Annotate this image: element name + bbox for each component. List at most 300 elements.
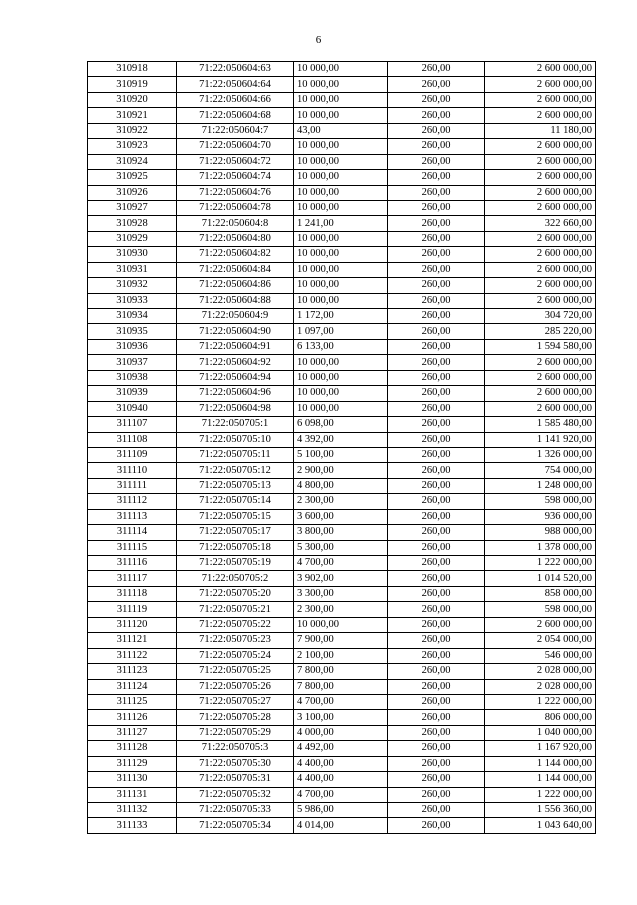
cell-cadastral-number: 71:22:050705:27 xyxy=(177,694,294,709)
cell-number: 310923 xyxy=(88,139,177,154)
cell-rate: 260,00 xyxy=(388,200,485,215)
cell-cadastral-number: 71:22:050604:86 xyxy=(177,278,294,293)
cell-cadastral-number: 71:22:050604:84 xyxy=(177,262,294,277)
cell-cadastral-value: 1 326 000,00 xyxy=(485,447,596,462)
cell-cadastral-value: 1 144 000,00 xyxy=(485,772,596,787)
cell-number: 311111 xyxy=(88,478,177,493)
cell-number: 310933 xyxy=(88,293,177,308)
cell-cadastral-number: 71:22:050604:94 xyxy=(177,370,294,385)
cell-cadastral-value: 988 000,00 xyxy=(485,525,596,540)
cell-rate: 260,00 xyxy=(388,62,485,77)
cell-rate: 260,00 xyxy=(388,633,485,648)
cell-number: 310936 xyxy=(88,339,177,354)
cell-area: 4 000,00 xyxy=(294,725,388,740)
cell-area: 6 098,00 xyxy=(294,417,388,432)
table-row xyxy=(88,370,596,385)
table-row xyxy=(88,185,596,200)
cell-area: 5 986,00 xyxy=(294,803,388,818)
cell-area: 10 000,00 xyxy=(294,200,388,215)
cell-cadastral-number: 71:22:050705:30 xyxy=(177,756,294,771)
cell-cadastral-number: 71:22:050604:74 xyxy=(177,170,294,185)
cell-rate: 260,00 xyxy=(388,694,485,709)
cell-cadastral-number: 71:22:050604:92 xyxy=(177,355,294,370)
cell-number: 310932 xyxy=(88,278,177,293)
cell-area: 4 400,00 xyxy=(294,772,388,787)
cell-area: 2 300,00 xyxy=(294,494,388,509)
cell-cadastral-value: 1 167 920,00 xyxy=(485,741,596,756)
cell-cadastral-number: 71:22:050604:66 xyxy=(177,92,294,107)
cell-number: 310930 xyxy=(88,247,177,262)
cell-cadastral-value: 598 000,00 xyxy=(485,602,596,617)
cell-rate: 260,00 xyxy=(388,602,485,617)
cell-rate: 260,00 xyxy=(388,123,485,138)
cell-cadastral-number: 71:22:050604:82 xyxy=(177,247,294,262)
cell-cadastral-value: 1 222 000,00 xyxy=(485,787,596,802)
cell-cadastral-number: 71:22:050705:29 xyxy=(177,725,294,740)
cell-cadastral-number: 71:22:050604:63 xyxy=(177,62,294,77)
cell-number: 311123 xyxy=(88,664,177,679)
cell-rate: 260,00 xyxy=(388,293,485,308)
cell-rate: 260,00 xyxy=(388,447,485,462)
table-row xyxy=(88,293,596,308)
cell-number: 311117 xyxy=(88,571,177,586)
table-row xyxy=(88,571,596,586)
cell-number: 310939 xyxy=(88,386,177,401)
table-row xyxy=(88,741,596,756)
cell-cadastral-number: 71:22:050705:34 xyxy=(177,818,294,833)
cell-cadastral-number: 71:22:050705:10 xyxy=(177,432,294,447)
cell-cadastral-value: 1 043 640,00 xyxy=(485,818,596,833)
table-row xyxy=(88,725,596,740)
cell-rate: 260,00 xyxy=(388,664,485,679)
table-row xyxy=(88,386,596,401)
cell-cadastral-value: 2 028 000,00 xyxy=(485,664,596,679)
cell-cadastral-value: 2 600 000,00 xyxy=(485,617,596,632)
cell-cadastral-value: 2 600 000,00 xyxy=(485,247,596,262)
table-row xyxy=(88,309,596,324)
cell-number: 310924 xyxy=(88,154,177,169)
cell-area: 7 800,00 xyxy=(294,679,388,694)
cell-area: 2 900,00 xyxy=(294,463,388,478)
cell-number: 311118 xyxy=(88,586,177,601)
cell-number: 311122 xyxy=(88,648,177,663)
table-row xyxy=(88,787,596,802)
cell-number: 311116 xyxy=(88,556,177,571)
cell-area: 10 000,00 xyxy=(294,370,388,385)
cell-rate: 260,00 xyxy=(388,231,485,246)
cell-cadastral-number: 71:22:050604:68 xyxy=(177,108,294,123)
table-row xyxy=(88,339,596,354)
cell-area: 4 700,00 xyxy=(294,787,388,802)
table-row xyxy=(88,694,596,709)
cell-cadastral-number: 71:22:050705:33 xyxy=(177,803,294,818)
cell-cadastral-number: 71:22:050604:91 xyxy=(177,339,294,354)
cell-number: 311108 xyxy=(88,432,177,447)
cell-number: 311107 xyxy=(88,417,177,432)
cell-rate: 260,00 xyxy=(388,494,485,509)
cell-cadastral-value: 2 028 000,00 xyxy=(485,679,596,694)
cell-cadastral-value: 2 600 000,00 xyxy=(485,77,596,92)
cell-rate: 260,00 xyxy=(388,787,485,802)
cell-area: 10 000,00 xyxy=(294,185,388,200)
cell-rate: 260,00 xyxy=(388,818,485,833)
cell-area: 4 700,00 xyxy=(294,556,388,571)
cell-number: 311126 xyxy=(88,710,177,725)
cell-rate: 260,00 xyxy=(388,170,485,185)
cell-area: 10 000,00 xyxy=(294,77,388,92)
cell-cadastral-value: 2 600 000,00 xyxy=(485,262,596,277)
table-row xyxy=(88,540,596,555)
cell-cadastral-value: 2 600 000,00 xyxy=(485,170,596,185)
table-row xyxy=(88,262,596,277)
cell-cadastral-value: 2 600 000,00 xyxy=(485,355,596,370)
cell-cadastral-number: 71:22:050604:72 xyxy=(177,154,294,169)
cell-rate: 260,00 xyxy=(388,756,485,771)
table-row xyxy=(88,231,596,246)
cell-cadastral-number: 71:22:050705:20 xyxy=(177,586,294,601)
cell-cadastral-number: 71:22:050705:31 xyxy=(177,772,294,787)
cell-cadastral-number: 71:22:050604:8 xyxy=(177,216,294,231)
table-body xyxy=(88,62,596,834)
table-row xyxy=(88,478,596,493)
cell-cadastral-value: 2 600 000,00 xyxy=(485,293,596,308)
cell-cadastral-number: 71:22:050604:9 xyxy=(177,309,294,324)
cell-area: 7 800,00 xyxy=(294,664,388,679)
cell-number: 311132 xyxy=(88,803,177,818)
cell-rate: 260,00 xyxy=(388,386,485,401)
cell-rate: 260,00 xyxy=(388,401,485,416)
cell-area: 10 000,00 xyxy=(294,231,388,246)
cell-cadastral-number: 71:22:050705:28 xyxy=(177,710,294,725)
cell-rate: 260,00 xyxy=(388,540,485,555)
table-row xyxy=(88,247,596,262)
cell-cadastral-number: 71:22:050705:26 xyxy=(177,679,294,694)
cell-cadastral-number: 71:22:050705:3 xyxy=(177,741,294,756)
table-row xyxy=(88,170,596,185)
cell-cadastral-value: 1 585 480,00 xyxy=(485,417,596,432)
cell-cadastral-number: 71:22:050705:21 xyxy=(177,602,294,617)
cell-cadastral-value: 1 594 580,00 xyxy=(485,339,596,354)
cell-area: 1 172,00 xyxy=(294,309,388,324)
cell-cadastral-value: 2 600 000,00 xyxy=(485,370,596,385)
cell-number: 310926 xyxy=(88,185,177,200)
table-row xyxy=(88,756,596,771)
cell-number: 310935 xyxy=(88,324,177,339)
cell-rate: 260,00 xyxy=(388,262,485,277)
cell-cadastral-value: 2 600 000,00 xyxy=(485,139,596,154)
cell-rate: 260,00 xyxy=(388,617,485,632)
table-row xyxy=(88,200,596,215)
cell-area: 4 400,00 xyxy=(294,756,388,771)
cell-area: 5 300,00 xyxy=(294,540,388,555)
cell-rate: 260,00 xyxy=(388,571,485,586)
table-row xyxy=(88,447,596,462)
cell-cadastral-value: 936 000,00 xyxy=(485,509,596,524)
cell-cadastral-number: 71:22:050604:96 xyxy=(177,386,294,401)
cell-cadastral-value: 1 222 000,00 xyxy=(485,694,596,709)
cell-rate: 260,00 xyxy=(388,309,485,324)
cell-cadastral-value: 2 600 000,00 xyxy=(485,231,596,246)
cell-area: 4 492,00 xyxy=(294,741,388,756)
cell-rate: 260,00 xyxy=(388,586,485,601)
table-row xyxy=(88,92,596,107)
table-row xyxy=(88,509,596,524)
table-row xyxy=(88,602,596,617)
cell-cadastral-number: 71:22:050705:15 xyxy=(177,509,294,524)
cell-cadastral-value: 1 040 000,00 xyxy=(485,725,596,740)
table-row xyxy=(88,278,596,293)
table-row xyxy=(88,710,596,725)
cell-number: 310931 xyxy=(88,262,177,277)
cell-cadastral-value: 806 000,00 xyxy=(485,710,596,725)
cell-area: 43,00 xyxy=(294,123,388,138)
cell-rate: 260,00 xyxy=(388,247,485,262)
table-row xyxy=(88,648,596,663)
table-row xyxy=(88,108,596,123)
cell-rate: 260,00 xyxy=(388,509,485,524)
cell-cadastral-value: 858 000,00 xyxy=(485,586,596,601)
cell-rate: 260,00 xyxy=(388,324,485,339)
cell-area: 10 000,00 xyxy=(294,154,388,169)
cell-number: 311119 xyxy=(88,602,177,617)
cell-area: 7 900,00 xyxy=(294,633,388,648)
cell-number: 311121 xyxy=(88,633,177,648)
cell-number: 310929 xyxy=(88,231,177,246)
cell-cadastral-value: 1 222 000,00 xyxy=(485,556,596,571)
cell-number: 310919 xyxy=(88,77,177,92)
cell-rate: 260,00 xyxy=(388,154,485,169)
cell-number: 310922 xyxy=(88,123,177,138)
cell-cadastral-number: 71:22:050604:88 xyxy=(177,293,294,308)
cell-cadastral-value: 2 600 000,00 xyxy=(485,108,596,123)
cell-cadastral-value: 1 556 360,00 xyxy=(485,803,596,818)
cell-area: 4 800,00 xyxy=(294,478,388,493)
cell-number: 311127 xyxy=(88,725,177,740)
cell-cadastral-value: 1 141 920,00 xyxy=(485,432,596,447)
cell-rate: 260,00 xyxy=(388,525,485,540)
cell-cadastral-value: 304 720,00 xyxy=(485,309,596,324)
table-row xyxy=(88,463,596,478)
table-row xyxy=(88,679,596,694)
cell-area: 10 000,00 xyxy=(294,92,388,107)
cell-cadastral-value: 1 144 000,00 xyxy=(485,756,596,771)
cell-cadastral-number: 71:22:050705:24 xyxy=(177,648,294,663)
table-row xyxy=(88,139,596,154)
cell-rate: 260,00 xyxy=(388,648,485,663)
table-row xyxy=(88,633,596,648)
cell-area: 3 800,00 xyxy=(294,525,388,540)
cell-rate: 260,00 xyxy=(388,772,485,787)
cell-area: 10 000,00 xyxy=(294,108,388,123)
cell-cadastral-number: 71:22:050604:7 xyxy=(177,123,294,138)
cell-rate: 260,00 xyxy=(388,463,485,478)
page-number: 6 xyxy=(315,34,322,46)
table-row xyxy=(88,772,596,787)
cell-number: 311130 xyxy=(88,772,177,787)
cell-number: 310928 xyxy=(88,216,177,231)
cell-cadastral-value: 1 248 000,00 xyxy=(485,478,596,493)
cell-area: 1 241,00 xyxy=(294,216,388,231)
cell-cadastral-value: 11 180,00 xyxy=(485,123,596,138)
cell-rate: 260,00 xyxy=(388,92,485,107)
cell-number: 310938 xyxy=(88,370,177,385)
cell-cadastral-value: 2 600 000,00 xyxy=(485,200,596,215)
table-row xyxy=(88,432,596,447)
cell-number: 310925 xyxy=(88,170,177,185)
cell-area: 3 300,00 xyxy=(294,586,388,601)
cell-cadastral-number: 71:22:050705:12 xyxy=(177,463,294,478)
cell-cadastral-number: 71:22:050604:70 xyxy=(177,139,294,154)
table-row xyxy=(88,355,596,370)
cell-number: 311125 xyxy=(88,694,177,709)
cell-rate: 260,00 xyxy=(388,370,485,385)
cell-number: 311114 xyxy=(88,525,177,540)
cell-rate: 260,00 xyxy=(388,108,485,123)
cell-cadastral-number: 71:22:050705:17 xyxy=(177,525,294,540)
table-row xyxy=(88,494,596,509)
cell-rate: 260,00 xyxy=(388,278,485,293)
cell-area: 10 000,00 xyxy=(294,170,388,185)
table-row xyxy=(88,77,596,92)
cell-cadastral-number: 71:22:050705:13 xyxy=(177,478,294,493)
cell-rate: 260,00 xyxy=(388,710,485,725)
cell-cadastral-value: 2 600 000,00 xyxy=(485,401,596,416)
cell-number: 310927 xyxy=(88,200,177,215)
cell-area: 3 600,00 xyxy=(294,509,388,524)
cell-number: 311124 xyxy=(88,679,177,694)
table-row xyxy=(88,617,596,632)
table-row xyxy=(88,154,596,169)
cell-cadastral-value: 2 600 000,00 xyxy=(485,154,596,169)
cell-cadastral-value: 754 000,00 xyxy=(485,463,596,478)
cell-rate: 260,00 xyxy=(388,339,485,354)
cell-number: 311112 xyxy=(88,494,177,509)
table-row xyxy=(88,401,596,416)
cell-cadastral-value: 2 600 000,00 xyxy=(485,185,596,200)
cell-cadastral-number: 71:22:050705:2 xyxy=(177,571,294,586)
cell-area: 6 133,00 xyxy=(294,339,388,354)
cell-cadastral-number: 71:22:050705:18 xyxy=(177,540,294,555)
table-row xyxy=(88,586,596,601)
cell-number: 311120 xyxy=(88,617,177,632)
cell-cadastral-value: 285 220,00 xyxy=(485,324,596,339)
cell-area: 2 100,00 xyxy=(294,648,388,663)
table-row xyxy=(88,62,596,77)
cell-rate: 260,00 xyxy=(388,216,485,231)
cell-number: 310937 xyxy=(88,355,177,370)
cell-number: 311131 xyxy=(88,787,177,802)
cell-cadastral-number: 71:22:050604:76 xyxy=(177,185,294,200)
cell-number: 310940 xyxy=(88,401,177,416)
cell-area: 4 014,00 xyxy=(294,818,388,833)
cell-number: 311133 xyxy=(88,818,177,833)
land-plots-table xyxy=(87,61,596,834)
cell-rate: 260,00 xyxy=(388,139,485,154)
cell-area: 10 000,00 xyxy=(294,62,388,77)
cell-area: 3 902,00 xyxy=(294,571,388,586)
cell-area: 10 000,00 xyxy=(294,247,388,262)
cell-rate: 260,00 xyxy=(388,803,485,818)
cell-number: 310921 xyxy=(88,108,177,123)
cell-rate: 260,00 xyxy=(388,185,485,200)
cell-cadastral-value: 2 600 000,00 xyxy=(485,386,596,401)
cell-cadastral-value: 2 600 000,00 xyxy=(485,278,596,293)
cell-cadastral-number: 71:22:050604:64 xyxy=(177,77,294,92)
cell-rate: 260,00 xyxy=(388,77,485,92)
cell-rate: 260,00 xyxy=(388,417,485,432)
table-row xyxy=(88,664,596,679)
cell-number: 311128 xyxy=(88,741,177,756)
table-row xyxy=(88,123,596,138)
cell-number: 310920 xyxy=(88,92,177,107)
cell-cadastral-value: 1 014 520,00 xyxy=(485,571,596,586)
cell-cadastral-number: 71:22:050604:78 xyxy=(177,200,294,215)
cell-cadastral-value: 2 600 000,00 xyxy=(485,92,596,107)
cell-area: 10 000,00 xyxy=(294,278,388,293)
cell-cadastral-number: 71:22:050705:19 xyxy=(177,556,294,571)
cell-area: 5 100,00 xyxy=(294,447,388,462)
table-row xyxy=(88,216,596,231)
cell-cadastral-number: 71:22:050705:22 xyxy=(177,617,294,632)
cell-cadastral-number: 71:22:050705:32 xyxy=(177,787,294,802)
cell-cadastral-number: 71:22:050604:80 xyxy=(177,231,294,246)
cell-area: 4 392,00 xyxy=(294,432,388,447)
cell-rate: 260,00 xyxy=(388,478,485,493)
cell-area: 2 300,00 xyxy=(294,602,388,617)
table-row xyxy=(88,417,596,432)
cell-rate: 260,00 xyxy=(388,679,485,694)
cell-area: 10 000,00 xyxy=(294,139,388,154)
cell-rate: 260,00 xyxy=(388,432,485,447)
cell-number: 310934 xyxy=(88,309,177,324)
cell-area: 1 097,00 xyxy=(294,324,388,339)
cell-rate: 260,00 xyxy=(388,725,485,740)
cell-area: 10 000,00 xyxy=(294,262,388,277)
cell-cadastral-number: 71:22:050705:11 xyxy=(177,447,294,462)
cell-rate: 260,00 xyxy=(388,556,485,571)
cell-area: 10 000,00 xyxy=(294,293,388,308)
cell-area: 10 000,00 xyxy=(294,386,388,401)
cell-cadastral-value: 2 600 000,00 xyxy=(485,62,596,77)
cell-area: 10 000,00 xyxy=(294,401,388,416)
table-row xyxy=(88,556,596,571)
cell-area: 10 000,00 xyxy=(294,355,388,370)
cell-area: 3 100,00 xyxy=(294,710,388,725)
cell-cadastral-number: 71:22:050705:25 xyxy=(177,664,294,679)
cell-area: 4 700,00 xyxy=(294,694,388,709)
table-row xyxy=(88,818,596,833)
cell-cadastral-number: 71:22:050705:23 xyxy=(177,633,294,648)
table-row xyxy=(88,803,596,818)
cell-rate: 260,00 xyxy=(388,741,485,756)
cell-number: 311109 xyxy=(88,447,177,462)
cell-rate: 260,00 xyxy=(388,355,485,370)
cell-area: 10 000,00 xyxy=(294,617,388,632)
cell-cadastral-number: 71:22:050705:14 xyxy=(177,494,294,509)
cell-number: 311113 xyxy=(88,509,177,524)
cell-number: 310918 xyxy=(88,62,177,77)
table-row xyxy=(88,525,596,540)
cell-cadastral-value: 598 000,00 xyxy=(485,494,596,509)
cell-cadastral-number: 71:22:050604:90 xyxy=(177,324,294,339)
cell-cadastral-value: 322 660,00 xyxy=(485,216,596,231)
cell-cadastral-value: 1 378 000,00 xyxy=(485,540,596,555)
table-row xyxy=(88,324,596,339)
cell-cadastral-number: 71:22:050705:1 xyxy=(177,417,294,432)
cell-number: 311115 xyxy=(88,540,177,555)
cell-number: 311129 xyxy=(88,756,177,771)
cell-cadastral-value: 2 054 000,00 xyxy=(485,633,596,648)
